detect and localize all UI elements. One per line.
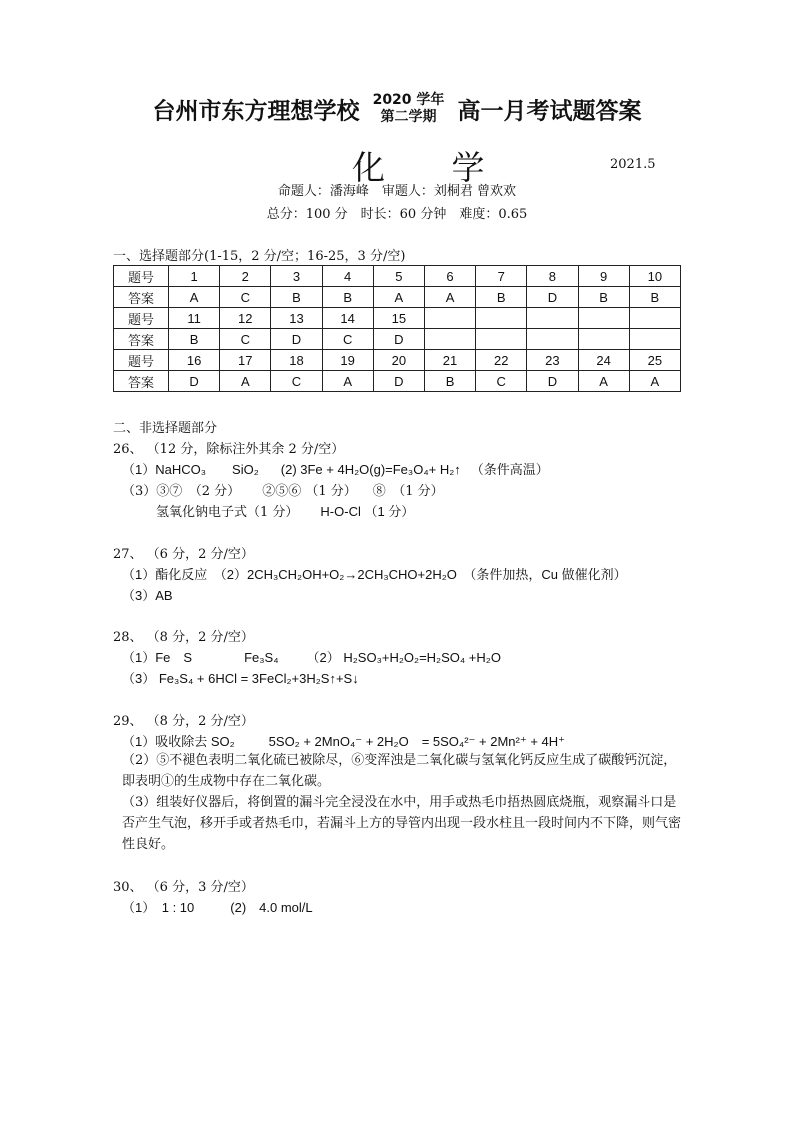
document-title	[0, 92, 794, 126]
answer-cell: C	[220, 287, 271, 308]
answer-cell: A	[578, 371, 629, 392]
q26-heading: 26、 （12 分，除标注外其余 2 分/空）	[113, 442, 345, 457]
question-number-cell: 3	[271, 266, 322, 287]
answer-cell: D	[527, 287, 578, 308]
question-number-cell: 17	[220, 350, 271, 371]
answer-cell	[476, 329, 527, 350]
q28-line2: （3） Fe₃S₄ + 6HCl = 3FeCl₂+3H₂S↑+S↓	[122, 671, 359, 686]
question-number-cell	[424, 308, 475, 329]
question-number-header: 题号	[114, 266, 169, 287]
section2-title: 二、非选择题部分	[113, 421, 218, 436]
question-number-cell: 6	[424, 266, 475, 287]
answer-cell: B	[322, 287, 373, 308]
q28-answer-b: Fe₃S₄	[244, 650, 279, 665]
answer-cell: C	[476, 371, 527, 392]
question-number-cell: 7	[476, 266, 527, 287]
question-number-cell: 20	[373, 350, 424, 371]
question-number-cell	[527, 308, 578, 329]
answer-row	[114, 329, 681, 350]
question-number-cell: 12	[220, 308, 271, 329]
q28-answer-a: （1）Fe S	[122, 650, 193, 665]
question-number-cell: 14	[322, 308, 373, 329]
question-number-header: 题号	[114, 350, 169, 371]
answer-cell: C	[220, 329, 271, 350]
authors-line: 命题人：潘海峰 审题人：刘桐君 曾欢欢	[277, 184, 517, 199]
answer-row	[114, 287, 681, 308]
question-number-cell: 15	[373, 308, 424, 329]
question-number-cell	[476, 308, 527, 329]
answer-header: 答案	[114, 329, 169, 350]
answer-cell: A	[322, 371, 373, 392]
q26-answer-a: NaHCO₃	[155, 462, 207, 477]
question-number-cell: 11	[169, 308, 220, 329]
q30-answer-b: (2) 4.0 mol/L	[230, 900, 313, 915]
answer-cell: D	[527, 371, 578, 392]
question-number-cell: 18	[271, 350, 322, 371]
school-name: 台州市东方理想学校	[152, 98, 360, 125]
answer-cell: B	[629, 287, 680, 308]
question-number-cell	[578, 308, 629, 329]
question-number-cell	[629, 308, 680, 329]
q26-line1	[122, 459, 549, 478]
answer-cell	[578, 329, 629, 350]
q26-line3	[156, 501, 414, 520]
question-number-header: 题号	[114, 308, 169, 329]
q26-answer-f: ⑧ （1 分）	[372, 484, 444, 499]
q26-answer-c: (2) 3Fe + 4H₂O(g)=Fe₃O₄+ H₂↑	[280, 462, 461, 477]
q26-answer-b: SiO₂	[232, 462, 259, 477]
question-number-cell: 5	[373, 266, 424, 287]
question-number-cell: 2	[220, 266, 271, 287]
question-number-cell: 16	[169, 350, 220, 371]
answer-header: 答案	[114, 371, 169, 392]
q27-line2: （3）AB	[122, 588, 173, 603]
question-row	[114, 308, 681, 329]
q29-paragraph3: （3）组装好仪器后，将倒置的漏斗完全浸没在水中，用手或热毛巾捂热圆底烧瓶，观察漏斗口是否产生气泡，移开手或者热毛巾，若漏斗上方的导管内出现一段水柱且一段时间内不下降，则气密性良好。	[122, 795, 682, 852]
answer-table	[113, 265, 681, 392]
answer-cell: D	[373, 329, 424, 350]
answer-cell: A	[169, 287, 220, 308]
q29-heading: 29、 （8 分，2 分/空）	[113, 714, 254, 729]
q29-paragraph2: （2）⑤不褪色表明二氧化硫已被除尽，⑥变浑浊是二氧化碳与氢氧化钙反应生成了碳酸钙沉淀，即表明①的生成物中存在二氧化碳。	[122, 753, 677, 789]
q26-answer-e: ②⑤⑥ （1 分）	[262, 484, 357, 499]
exam-name: 高一月考试题答案	[457, 98, 642, 125]
q30-line1	[122, 897, 313, 916]
question-number-cell: 8	[527, 266, 578, 287]
answer-row	[114, 371, 681, 392]
subject-title: 化 学	[352, 148, 513, 187]
q28-heading: 28、 （8 分，2 分/空）	[113, 630, 254, 645]
question-number-cell: 4	[322, 266, 373, 287]
question-number-cell: 22	[476, 350, 527, 371]
answer-cell: B	[271, 287, 322, 308]
question-number-cell: 21	[424, 350, 475, 371]
answer-cell	[629, 329, 680, 350]
question-number-cell: 1	[169, 266, 220, 287]
answer-cell: B	[424, 371, 475, 392]
answer-header: 答案	[114, 287, 169, 308]
question-number-cell: 23	[527, 350, 578, 371]
academic-year: 2020 学年	[372, 92, 445, 108]
q26-answer-d: ③⑦ （2 分）	[156, 484, 241, 499]
answer-cell: D	[169, 371, 220, 392]
answer-cell: A	[629, 371, 680, 392]
answer-cell	[424, 329, 475, 350]
answer-cell: B	[169, 329, 220, 350]
answer-cell: A	[373, 287, 424, 308]
term-label: 第二学期	[380, 109, 437, 125]
question-number-cell: 25	[629, 350, 680, 371]
answer-cell: A	[424, 287, 475, 308]
question-number-cell: 10	[629, 266, 680, 287]
answer-cell: D	[271, 329, 322, 350]
exam-date: 2021.5	[610, 157, 656, 172]
q30-answer-a: （1） 1 : 10	[122, 900, 195, 915]
question-number-cell: 9	[578, 266, 629, 287]
q29-answer-b: 5SO₂ + 2MnO₄⁻ + 2H₂O = 5SO₄²⁻ + 2Mn²⁺ + 4H⁺	[268, 734, 566, 749]
q29-line1	[122, 731, 565, 750]
q26-line2	[122, 480, 444, 499]
question-number-cell: 13	[271, 308, 322, 329]
answer-cell: D	[373, 371, 424, 392]
answer-cell: B	[476, 287, 527, 308]
question-row	[114, 266, 681, 287]
answer-cell: B	[578, 287, 629, 308]
answer-cell: C	[322, 329, 373, 350]
q28-line1	[122, 647, 501, 666]
q26-condition: （条件高温）	[470, 462, 549, 477]
answer-cell: C	[271, 371, 322, 392]
question-number-cell: 24	[578, 350, 629, 371]
q26-answer-h: H-O-Cl （1 分）	[320, 504, 415, 519]
answer-cell	[527, 329, 578, 350]
q27-heading: 27、 （6 分，2 分/空）	[113, 547, 254, 562]
q30-heading: 30、 （6 分，3 分/空）	[113, 880, 254, 895]
question-row	[114, 350, 681, 371]
answer-cell: A	[220, 371, 271, 392]
exam-info-line: 总分：100 分 时长：60 分钟 难度：0.65	[266, 207, 528, 222]
academic-term	[373, 92, 445, 126]
q28-answer-c: （2） H₂SO₃+H₂O₂=H₂SO₄ +H₂O	[306, 650, 501, 665]
q27-line1: （1）酯化反应 （2）2CH₃CH₂OH+O₂→2CH₃CHO+2H₂O （条件加热，Cu 做催化剂）	[122, 567, 627, 582]
q26-answer-g: 氢氧化钠电子式（1 分）	[156, 505, 299, 520]
q26-label1: （1）	[122, 462, 156, 477]
q26-label3: （3）	[122, 484, 157, 499]
q29-answer-a: （1）吸收除去 SO₂	[122, 734, 235, 749]
section1-title: 一、选择题部分(1-15，2 分/空；16-25，3 分/空)	[113, 249, 406, 264]
question-number-cell: 19	[322, 350, 373, 371]
